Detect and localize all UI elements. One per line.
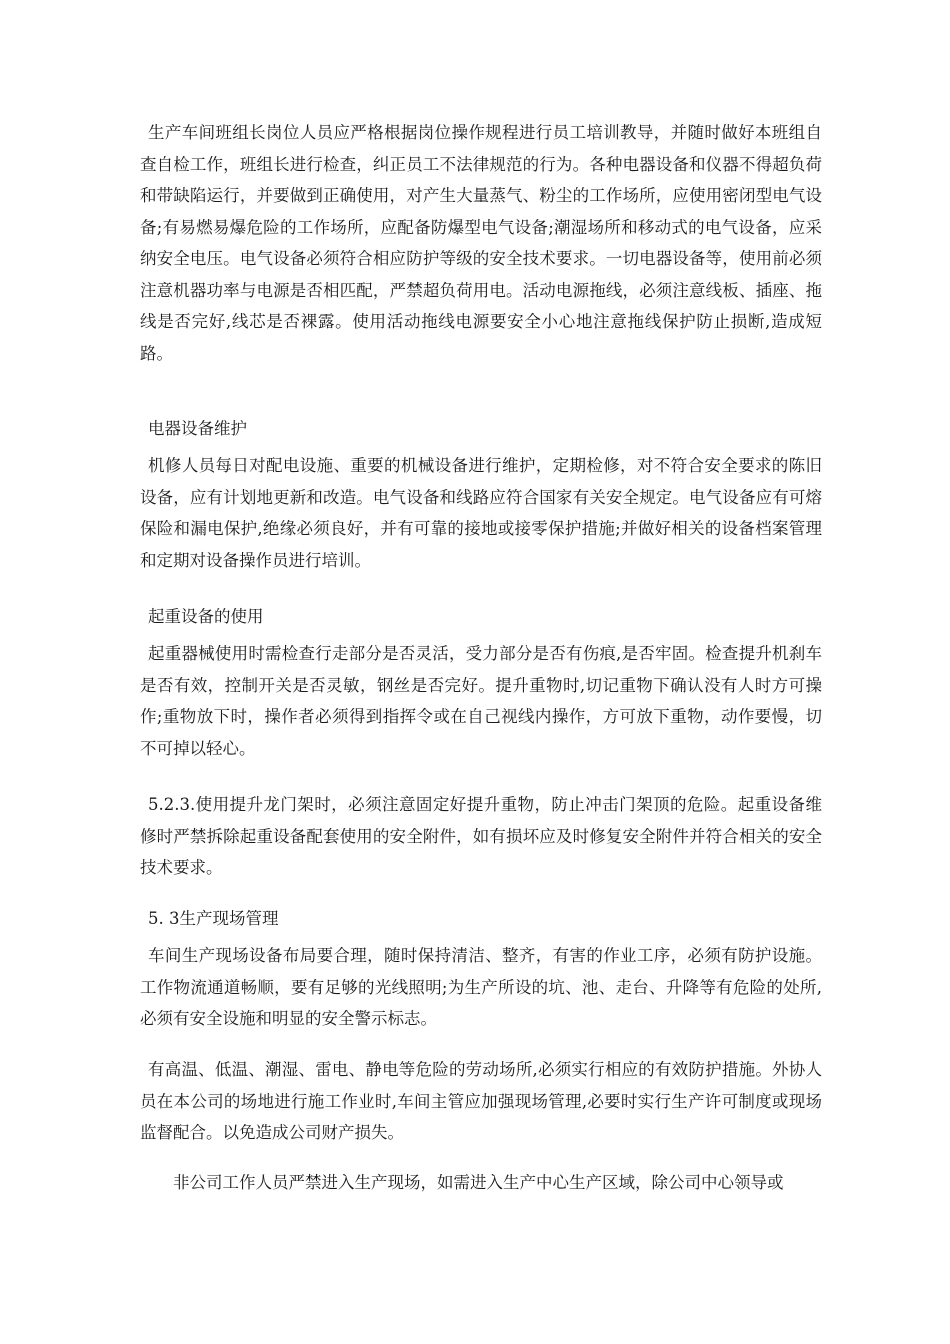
heading-lifting-equipment: 起重设备的使用: [148, 607, 264, 626]
paragraph-gantry: 5.2.3.使用提升龙门架时，必须注意固定好提升重物，防止冲击门架顶的危险。起重设备维修时严禁拆除起重设备配套使用的安全附件，如有损坏应及时修复安全附件并符合相关的安全技术要求。: [140, 795, 822, 877]
paragraph-visitor-access: 非公司工作人员严禁进入生产现场，如需进入生产中心生产区域，除公司中心领导或: [173, 1173, 784, 1192]
paragraph-lifting-usage: 起重器械使用时需检查行走部分是否灵活，受力部分是否有伤痕,是否牢固。检查提升机刹车是否有效，控制开关是否灵敏，钢丝是否完好。提升重物时,切记重物下确认没有人时方可操作;重物放下时，操作者必须得到指挥令或在自己视线内操作，方可放下重物，动作要慢，切不可掉以轻心。: [140, 644, 822, 758]
paragraph-electrical-safety: 生产车间班组长岗位人员应严格根据岗位操作规程进行员工培训教导，并随时做好本班组自查自检工作，班组长进行检查，纠正员工不法律规范的行为。各种电器设备和仪器不得超负荷和带缺陷运行，并要做到正确使用，对产生大量蒸气、粉尘的工作场所，应使用密闭型电气设备;有易燃易爆危险的工作场所，应配备防爆型电气设备;潮湿场所和移动式的电气设备，应采纳安全电压。电气设备必须符合相应防护等级的安全技术要求。一切电器设备等，使用前必须注意机器功率与电源是否相匹配，严禁超负荷用电。活动电源拖线，必须注意线板、插座、拖线是否完好,线芯是否裸露。使用活动拖线电源要安全小心地注意拖线保护防止损断,造成短路。: [140, 123, 822, 363]
heading-electrical-maintenance: 电器设备维护: [148, 419, 247, 438]
paragraph-maintenance: 机修人员每日对配电设施、重要的机械设备进行维护，定期检修，对不符合安全要求的陈旧设备，应有计划地更新和改造。电气设备和线路应符合国家有关安全规定。电气设备应有可熔保险和漏电保护,绝缘必须良好，并有可靠的接地或接零保护措施;并做好相关的设备档案管理和定期对设备操作员进行培训。: [140, 456, 822, 570]
paragraph-site-layout: 车间生产现场设备布局要合理，随时保持清洁、整齐，有害的作业工序，必须有防护设施。工作物流通道畅顺，要有足够的光线照明;为生产所设的坑、池、走台、升降等有危险的处所,必须有安全设施和明显的安全警示标志。: [140, 946, 822, 1028]
paragraph-hazard-protection: 有高温、低温、潮湿、雷电、静电等危险的劳动场所,必须实行相应的有效防护措施。外协人员在本公司的场地进行施工作业时,车间主管应加强现场管理,必要时实行生产许可制度或现场监督配合。以免造成公司财产损失。: [140, 1060, 822, 1142]
heading-site-management: 5. 3生产现场管理: [148, 909, 279, 928]
